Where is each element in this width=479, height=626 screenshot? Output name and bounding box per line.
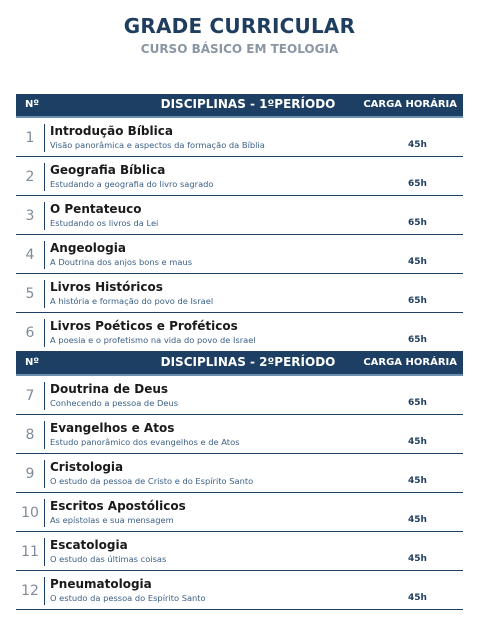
table-row bbox=[16, 196, 463, 235]
row-divider bbox=[44, 124, 45, 152]
page-title: GRADE CURRICULAR bbox=[123, 14, 356, 38]
course-number: 1 bbox=[25, 129, 35, 146]
table-row bbox=[16, 376, 463, 415]
course-number: 11 bbox=[21, 543, 39, 560]
table-row bbox=[16, 415, 463, 454]
course-description: O estudo da pessoa de Cristo e do Espírito Santo bbox=[50, 476, 254, 486]
workload-column-header: CARGA HORÁRIA bbox=[363, 357, 457, 368]
course-title: Introdução Bíblica bbox=[50, 124, 173, 138]
course-description: Estudando os livros da Lei bbox=[50, 218, 159, 228]
course-hours: 65h bbox=[408, 296, 427, 306]
course-title: Livros Históricos bbox=[50, 280, 163, 294]
course-hours: 65h bbox=[408, 218, 427, 228]
row-divider bbox=[44, 421, 45, 449]
row-divider bbox=[44, 319, 45, 347]
course-number: 12 bbox=[21, 582, 39, 599]
course-title: Livros Poéticos e Proféticos bbox=[50, 319, 238, 333]
course-number: 3 bbox=[25, 207, 35, 224]
course-hours: 45h bbox=[408, 257, 427, 267]
workload-column-header: CARGA HORÁRIA bbox=[363, 99, 457, 110]
period-2-table bbox=[16, 352, 463, 610]
course-description: A poesia e o profetismo na vida do povo de Israel bbox=[50, 335, 256, 345]
period-1-header bbox=[16, 94, 463, 118]
course-title: O Pentateuco bbox=[50, 202, 142, 216]
row-divider bbox=[44, 538, 45, 566]
period-2-rows bbox=[16, 376, 463, 610]
row-divider bbox=[44, 460, 45, 488]
number-column-header: Nº bbox=[24, 99, 39, 110]
course-number: 4 bbox=[25, 246, 35, 263]
course-title: Escatologia bbox=[50, 538, 128, 552]
course-title: Escritos Apostólicos bbox=[50, 499, 186, 513]
course-number: 9 bbox=[25, 465, 35, 482]
course-title: Geografia Bíblica bbox=[50, 163, 166, 177]
table-row bbox=[16, 274, 463, 313]
course-hours: 45h bbox=[408, 515, 427, 525]
course-hours: 65h bbox=[408, 335, 427, 345]
table-row bbox=[16, 235, 463, 274]
period-2-header bbox=[16, 352, 463, 376]
disciplines-column-header: DISCIPLINAS - 2ºPERÍODO bbox=[160, 355, 336, 369]
row-divider bbox=[44, 280, 45, 308]
table-row bbox=[16, 493, 463, 532]
table-row bbox=[16, 532, 463, 571]
course-number: 5 bbox=[25, 285, 35, 302]
course-hours: 45h bbox=[408, 140, 427, 150]
course-description: O estudo das últimas coisas bbox=[50, 554, 167, 564]
course-hours: 65h bbox=[408, 398, 427, 408]
course-description: O estudo da pessoa do Espírito Santo bbox=[50, 593, 206, 603]
course-title: Cristologia bbox=[50, 460, 124, 474]
course-description: A Doutrina dos anjos bons e maus bbox=[50, 257, 193, 267]
course-hours: 45h bbox=[408, 593, 427, 603]
course-description: A história e formação do povo de Israel bbox=[50, 296, 214, 306]
row-divider bbox=[44, 163, 45, 191]
course-number: 2 bbox=[25, 168, 35, 185]
table-row bbox=[16, 157, 463, 196]
table-row bbox=[16, 571, 463, 610]
course-number: 8 bbox=[25, 426, 35, 443]
course-title: Doutrina de Deus bbox=[50, 382, 169, 396]
row-separator bbox=[16, 609, 463, 610]
row-divider bbox=[44, 241, 45, 269]
course-number: 7 bbox=[25, 387, 35, 404]
course-title: Angeologia bbox=[50, 241, 126, 255]
course-description: Estudo panorâmico dos evangelhos e de Atos bbox=[50, 437, 240, 447]
row-divider bbox=[44, 577, 45, 605]
period-1-table bbox=[16, 94, 463, 352]
table-row bbox=[16, 313, 463, 352]
disciplines-column-header: DISCIPLINAS - 1ºPERÍODO bbox=[160, 97, 336, 111]
table-row bbox=[16, 118, 463, 157]
row-divider bbox=[44, 499, 45, 527]
table-row bbox=[16, 454, 463, 493]
course-description: Visão panorâmica e aspectos da formação da Bíblia bbox=[50, 140, 265, 150]
row-divider bbox=[44, 382, 45, 410]
course-hours: 45h bbox=[408, 437, 427, 447]
course-hours: 45h bbox=[408, 476, 427, 486]
course-description: Estudando a geografia do livro sagrado bbox=[50, 179, 214, 189]
course-title: Pneumatologia bbox=[50, 577, 152, 591]
course-description: Conhecendo a pessoa de Deus bbox=[50, 398, 179, 408]
course-number: 6 bbox=[25, 324, 35, 341]
number-column-header: Nº bbox=[24, 357, 39, 368]
course-hours: 45h bbox=[408, 554, 427, 564]
row-divider bbox=[44, 202, 45, 230]
period-1-rows bbox=[16, 118, 463, 352]
course-number: 10 bbox=[21, 504, 39, 521]
page-subtitle: CURSO BÁSICO EM TEOLOGIA bbox=[140, 42, 339, 56]
course-description: As epístolas e sua mensagem bbox=[50, 515, 174, 525]
course-title: Evangelhos e Atos bbox=[50, 421, 175, 435]
course-hours: 65h bbox=[408, 179, 427, 189]
